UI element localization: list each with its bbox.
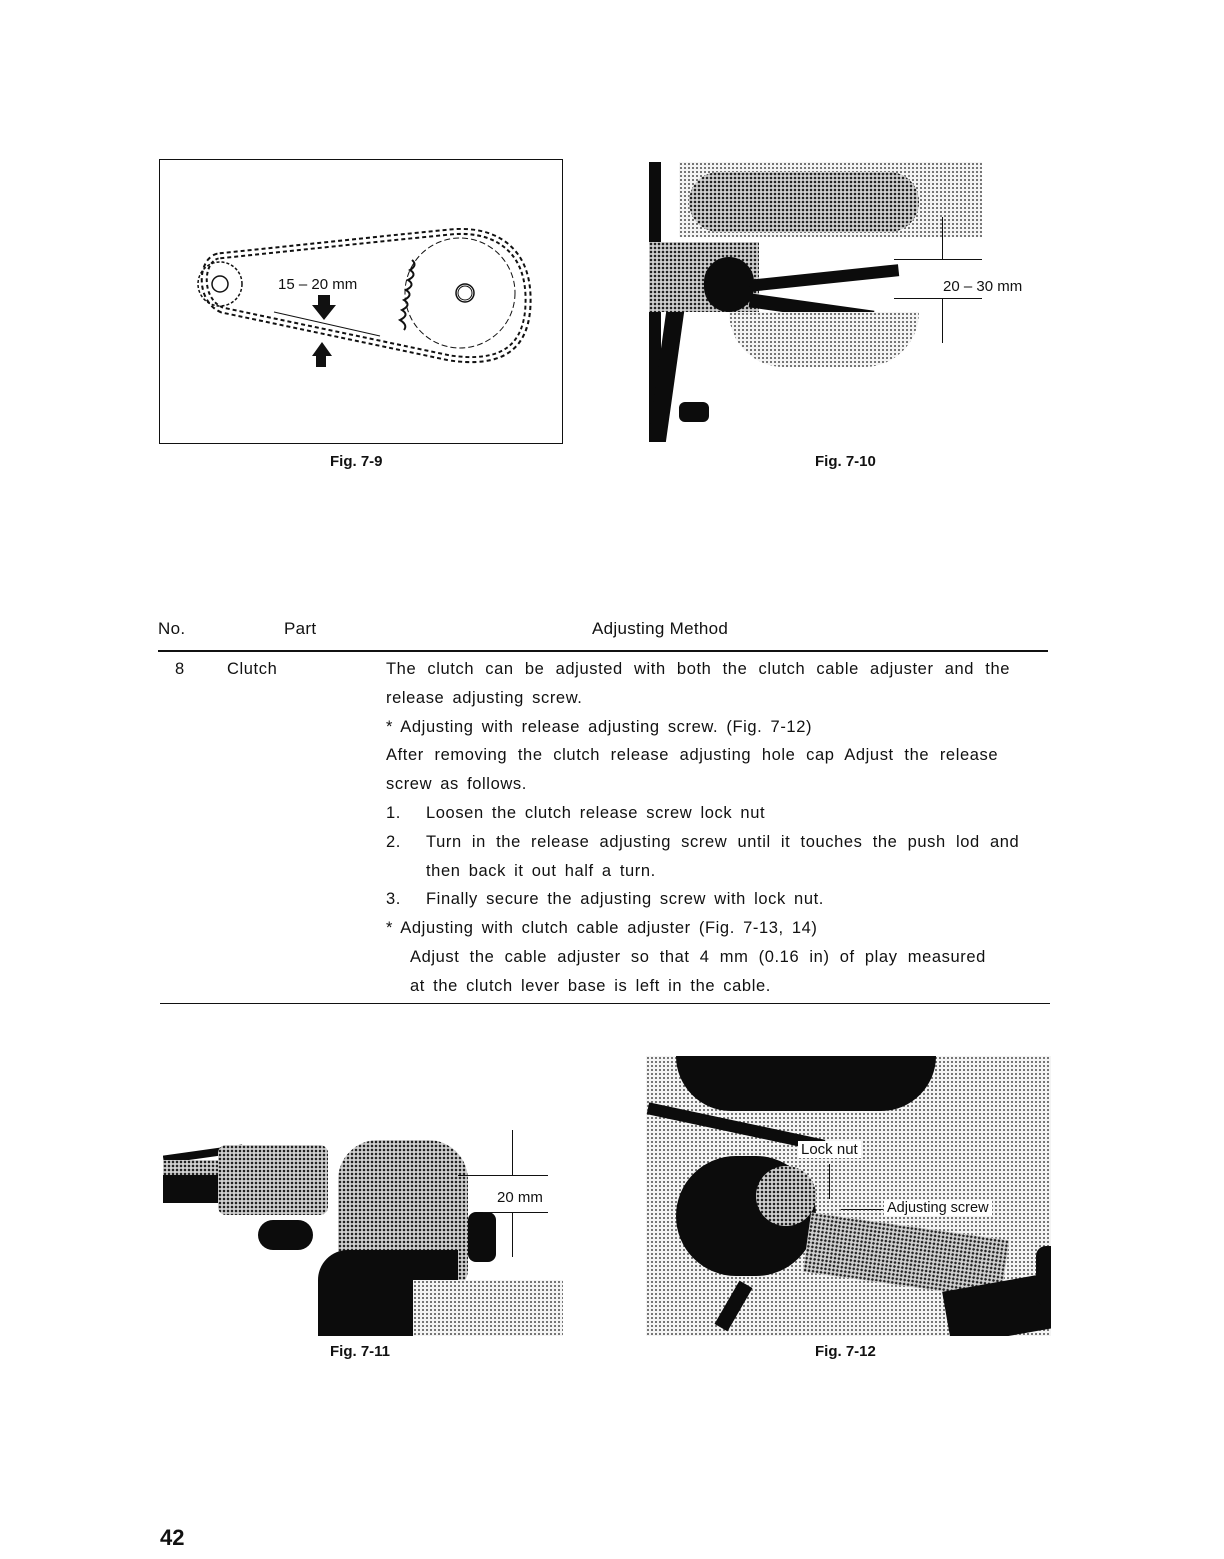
step-text: Finally secure the adjusting screw with lock nut. bbox=[426, 890, 824, 908]
method-line: release adjusting screw. bbox=[386, 689, 583, 707]
table-header-rule bbox=[158, 650, 1048, 652]
fig-7-10-caption: Fig. 7-10 bbox=[815, 453, 876, 470]
fig-7-11-dimension-label: 20 mm bbox=[497, 1189, 543, 1206]
method-line: * Adjusting with clutch cable adjuster (Fig. 7-13, 14) bbox=[386, 919, 818, 937]
step-text: Loosen the clutch release screw lock nut bbox=[426, 804, 766, 822]
fig-7-12-caption: Fig. 7-12 bbox=[815, 1343, 876, 1360]
fig-7-9-diagram bbox=[159, 159, 563, 444]
method-line: * Adjusting with release adjusting screw. (Fig. 7-12) bbox=[386, 718, 813, 736]
step-number: 3. bbox=[386, 890, 401, 908]
fig-7-11-caption: Fig. 7-11 bbox=[330, 1343, 391, 1360]
fig-7-11-photo bbox=[163, 1130, 563, 1336]
fig-7-9-caption: Fig. 7-9 bbox=[330, 453, 383, 470]
table-header-part: Part bbox=[284, 619, 317, 638]
arrow-down-icon bbox=[312, 295, 336, 320]
step-number: 2. bbox=[386, 833, 401, 851]
method-line: After removing the clutch release adjusting hole cap Adjust the release bbox=[386, 746, 999, 764]
fig-7-10-dimension-label: 20 – 30 mm bbox=[940, 278, 1025, 295]
callout-lock-nut: Lock nut bbox=[798, 1141, 861, 1158]
method-line: The clutch can be adjusted with both the clutch cable adjuster and the bbox=[386, 660, 1010, 678]
table-bottom-rule bbox=[160, 1003, 1050, 1004]
step-text: Turn in the release adjusting screw until it touches the push lod and bbox=[426, 833, 1020, 851]
table-header-method: Adjusting Method bbox=[592, 619, 729, 638]
fig-7-9-dimension-label: 15 – 20 mm bbox=[278, 276, 358, 293]
method-line: screw as follows. bbox=[386, 775, 527, 793]
chain-sprocket-illustration bbox=[160, 160, 563, 444]
table-header-no: No. bbox=[158, 619, 186, 638]
step-number: 1. bbox=[386, 804, 401, 822]
row-part: Clutch bbox=[227, 660, 278, 678]
callout-adjusting-screw: Adjusting screw bbox=[884, 1200, 992, 1216]
page-number: 42 bbox=[160, 1525, 185, 1550]
method-line: Adjust the cable adjuster so that 4 mm (0.16 in) of play measured bbox=[410, 948, 986, 966]
row-no: 8 bbox=[175, 660, 185, 678]
arrow-up-icon bbox=[312, 342, 332, 367]
step-text: then back it out half a turn. bbox=[426, 862, 656, 880]
method-line: at the clutch lever base is left in the cable. bbox=[410, 977, 771, 995]
fig-7-12-photo bbox=[646, 1056, 1051, 1336]
fig-7-10-photo bbox=[649, 162, 982, 442]
